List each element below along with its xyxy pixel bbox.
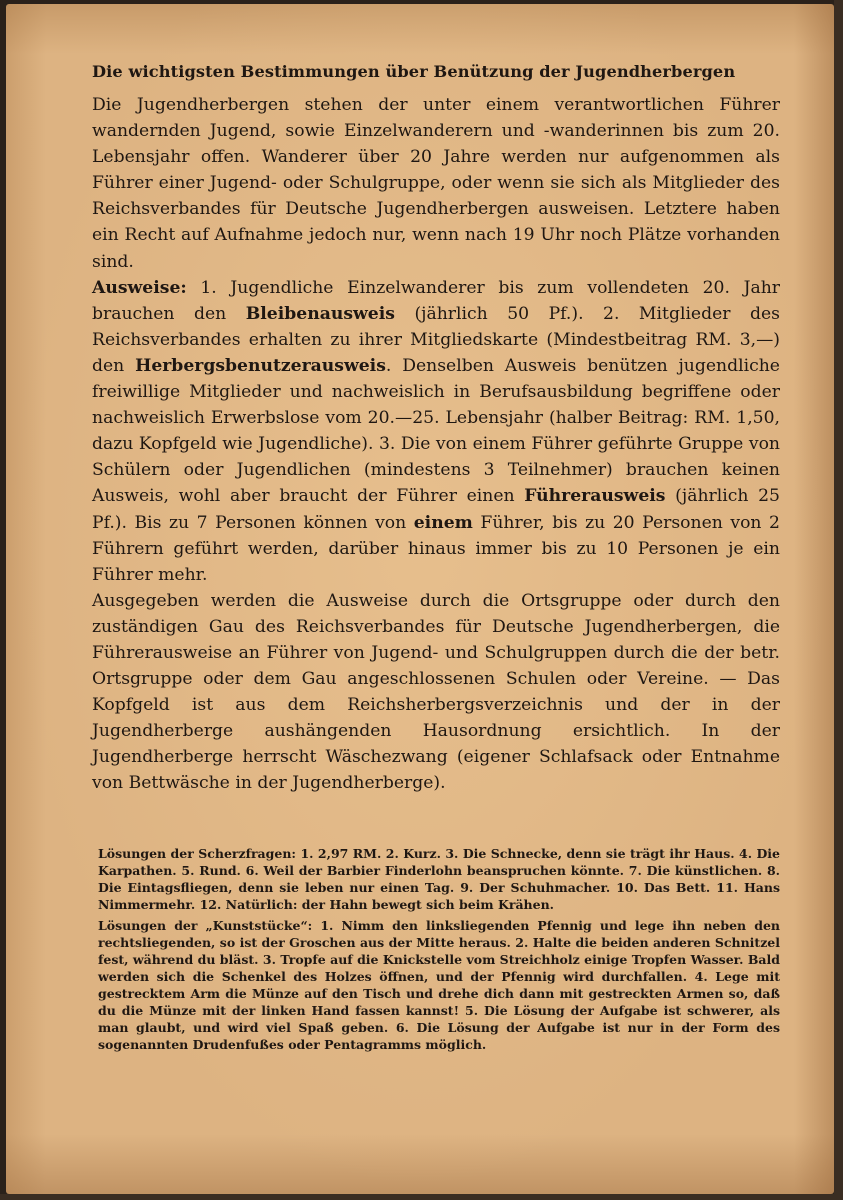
solutions-section: [98, 845, 780, 1057]
ausgegeben-paragraph: Ausgegeben werden die Ausweise durch die Ortsgruppe oder durch den zuständigen Gau des Reichsverbandes für Deutsche Jugendherbergen, die Führerausweise an Führer von Jugend- und Schulgruppen durch die der betr. Ortsgruppe oder dem Gau angeschlossenen Schulen oder Vereine. — Das Kopfgeld ist aus dem Reichsherbergsverzeichnis und der in der Jugendherberge aushängenden Hausordnung ersichtlich. In der Jugendherberge herrscht Wäschezwang (eigener Schlafsack oder Entnahme von Bettwäsche in der Jugendherberge).: [92, 590, 780, 794]
kunststuecke-solutions: Lösungen der „Kunststücke“: 1. Nimm den linksliegenden Pfennig und lege ihn neben den rechtsliegenden, so ist der Groschen aus der Mitte heraus. 2. Halte die beiden anderen Schnitzel fest, während du bläst. 3. Tropfe auf die Knickstelle vom Streichholz einige Tropfen Wasser. Bald werden sich die Schenkel des Holzes öffnen, und der Pfennig wird durchfallen. 4. Lege mit gestrecktem Arm die Münze auf den Tisch und drehe dich dann mit gestreckten Armen so, daß du die Münze mit der linken Hand fassen kannst! 5. Die Lösung der Aufgabe ist schwerer, als man glaubt, und wird viel Spaß geben. 6. Die Lösung der Aufgabe ist nur in der Form des sogenannten Drudenfußes oder Pentagramms möglich.: [98, 918, 780, 1052]
main-section: [92, 62, 780, 797]
ausweise-text-5: Führer, bis zu 20 Personen von 2 Führern geführt werden, darüber hinaus immer bis zu 10 Personen je ein Führer mehr.: [92, 512, 780, 585]
ausweise-text-4: (jährlich 25 Pf.). Bis zu 7 Personen können von: [92, 486, 780, 533]
einem-term: einem: [413, 512, 473, 533]
ausweise-text-2: (jährlich 50 Pf.). 2. Mitglieder des Reichsverbandes erhalten zu ihrer Mitgliedskarte (Mindestbeitrag RM. 3,—) den: [92, 303, 780, 376]
intro-paragraph: Die Jugendherbergen stehen der unter einem verantwortlichen Führer wandernden Jugend, sowie Einzelwanderern und -wanderinnen bis zum 20. Lebensjahr offen. Wanderer über 20 Jahre werden nur aufgenommen als Führer einer Jugend- oder Schulgruppe, oder wenn sie sich als Mitglieder des Reichsverbandes für Deutsche Jugendherbergen ausweisen. Letztere haben ein Recht auf Aufnahme jedoch nur, wenn nach 19 Uhr noch Plätze vorhanden sind.: [92, 95, 780, 272]
fuehrerausweis-term: Führerausweis: [524, 486, 666, 507]
ausweise-text-1: 1. Jugendliche Einzelwanderer bis zum vollendeten 20. Jahr brauchen den: [92, 277, 780, 324]
scherzfragen-solutions: Lösungen der Scherzfragen: 1. 2,97 RM. 2. Kurz. 3. Die Schnecke, denn sie trägt ihr Haus. 4. Die Karpathen. 5. Rund. 6. Weil der Barbier Finderlohn beanspruchen könnte. 7. Die künstlichen. 8. Die Eintagsfliegen, denn sie leben nur einen Tag. 9. Der Schuhmacher. 10. Das Bett. 11. Hans Nimmermehr. 12. Natürlich: der Hahn bewegt sich beim Krähen.: [98, 846, 780, 912]
ausweise-paragraph: [92, 275, 780, 588]
page-bottom-edge: [0, 1194, 843, 1200]
page-heading: Die wichtigsten Bestimmungen über Benützung der Jugendherbergen: [92, 62, 736, 81]
ausweise-label: Ausweise:: [92, 277, 187, 298]
ausweise-text-3: . Denselben Ausweis benützen jugendliche freiwillige Mitglieder und nachweislich in Berufsausbildung begriffene oder nachweislich Erwerbslose vom 20.—25. Lebensjahr (halber Beitrag: RM. 1,50, dazu Kopfgeld wie Jugendliche). 3. Die von einem Führer geführte Gruppe von Schülern oder Jugendlichen (mindestens 3 Teilnehmer) brauchen keinen Ausweis, wohl aber braucht der Führer einen: [92, 355, 780, 507]
herbergsbenutzerausweis-term: Herbergsbenutzerausweis: [135, 355, 386, 376]
bleibenausweis-term: Bleibenausweis: [245, 303, 395, 324]
page-right-edge: [834, 0, 843, 1200]
